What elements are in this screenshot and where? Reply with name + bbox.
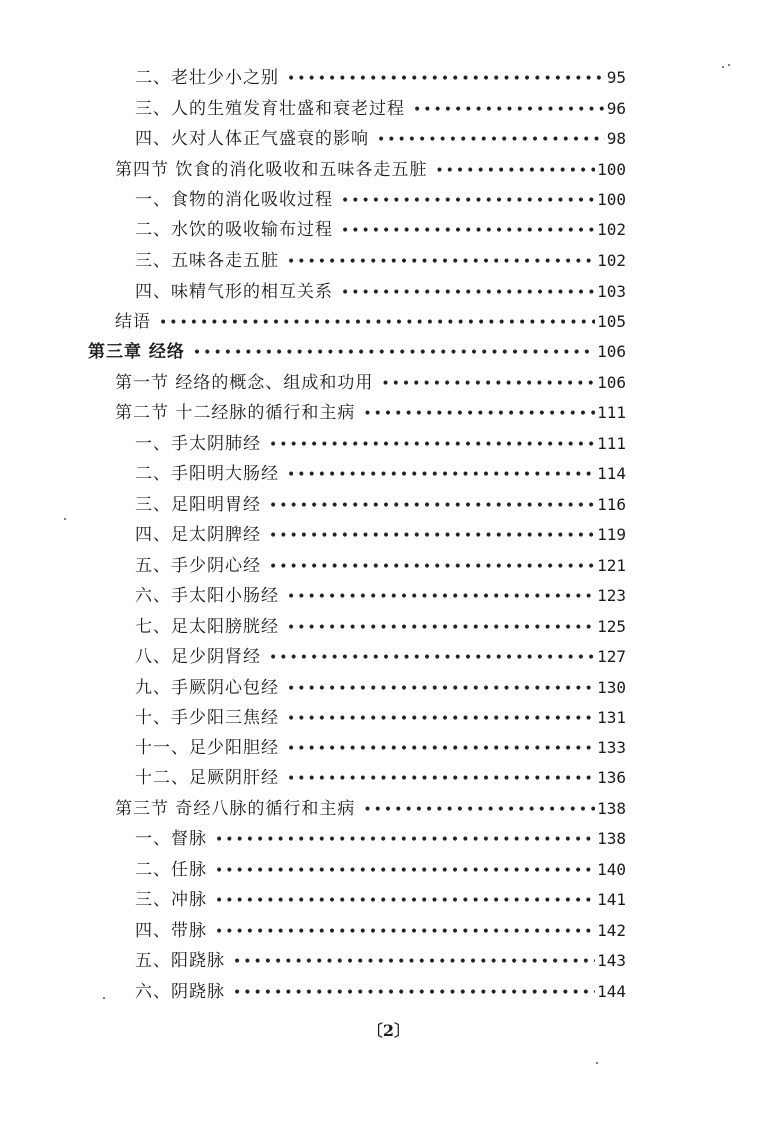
toc-entry-label: 一、食物的消化吸收过程 (135, 190, 333, 210)
toc-chapter-entry (88, 338, 626, 366)
toc-section-entry (115, 369, 626, 397)
leader-dots (269, 644, 595, 672)
toc-entry-page: 136 (597, 768, 626, 787)
toc-entry (135, 125, 626, 153)
leader-dots (269, 492, 595, 520)
leader-dots (377, 126, 605, 154)
toc-entry-label: 二、老壮少小之别 (135, 68, 279, 88)
scan-speck (722, 66, 724, 68)
leader-dots (287, 765, 595, 793)
leader-dots (269, 553, 595, 581)
toc-entry-label: 十、手少阳三焦经 (135, 708, 279, 728)
toc-entry (135, 278, 626, 306)
leader-dots (413, 96, 605, 124)
toc-entry (135, 460, 626, 488)
toc-entry-label: 八、足少阴肾经 (135, 647, 261, 667)
toc-entry-page: 95 (606, 68, 626, 87)
toc-entry-page: 143 (597, 951, 626, 970)
leader-dots (363, 400, 595, 428)
toc-entry-label: 四、带脉 (135, 921, 207, 941)
toc-entry-label: 结语 (115, 312, 151, 332)
leader-dots (287, 248, 595, 276)
leader-dots (215, 857, 595, 885)
toc-entry-page: 116 (597, 495, 626, 514)
leader-dots (435, 157, 595, 185)
toc-entry-page: 100 (597, 190, 626, 209)
leader-dots (159, 309, 595, 337)
toc-entry-label: 三、足阳明胃经 (135, 495, 261, 515)
toc-entry-label: 第四节 饮食的消化吸收和五味各走五脏 (115, 160, 428, 180)
toc-entry-label: 第三章 经络 (88, 342, 185, 362)
scan-speck (596, 1062, 598, 1064)
toc-entry (135, 552, 626, 580)
toc-entry-label: 二、任脉 (135, 860, 207, 880)
toc-entry-label: 五、阳跷脉 (135, 951, 225, 971)
leader-dots (287, 65, 605, 93)
toc-entry (135, 886, 626, 914)
toc-entry-label: 二、水饮的吸收输布过程 (135, 220, 333, 240)
toc-entry (135, 613, 626, 641)
toc-entry (135, 216, 626, 244)
toc-section-entry (115, 156, 626, 184)
leader-dots (215, 826, 595, 854)
leader-dots (287, 583, 595, 611)
leader-dots (287, 614, 595, 642)
toc-entry-label: 三、人的生殖发育壮盛和衰老过程 (135, 99, 405, 119)
toc-entry-label: 四、味精气形的相互关系 (135, 282, 333, 302)
leader-dots (193, 339, 595, 367)
toc-entry (135, 643, 626, 671)
toc-entry (135, 186, 626, 214)
toc-entry-page: 102 (597, 220, 626, 239)
toc-entry-page: 100 (597, 160, 626, 179)
toc-entry-page: 96 (606, 99, 626, 118)
leader-dots (363, 796, 595, 824)
leader-dots (287, 735, 595, 763)
toc-entry-page: 141 (597, 890, 626, 909)
toc-entry (135, 582, 626, 610)
toc-entry (135, 64, 626, 92)
toc-entry-label: 九、手厥阴心包经 (135, 678, 279, 698)
toc-entry (135, 704, 626, 732)
toc-entry (135, 734, 626, 762)
leader-dots (215, 887, 595, 915)
toc-entry (135, 825, 626, 853)
scan-speck (64, 518, 66, 520)
toc-entry-page: 127 (597, 647, 626, 666)
toc-entry-label: 三、冲脉 (135, 890, 207, 910)
toc-entry-label: 四、足太阴脾经 (135, 525, 261, 545)
toc-entry (135, 917, 626, 945)
toc-entry-label: 二、手阳明大肠经 (135, 464, 279, 484)
leader-dots (341, 279, 595, 307)
leader-dots (381, 370, 595, 398)
toc-entry-label: 四、火对人体正气盛衰的影响 (135, 129, 369, 149)
leader-dots (287, 675, 595, 703)
toc-entry-page: 125 (597, 617, 626, 636)
toc-entry-page: 102 (597, 251, 626, 270)
toc-entry-page: 144 (597, 982, 626, 1001)
toc-entry-page: 114 (597, 464, 626, 483)
toc-section-entry (115, 399, 626, 427)
leader-dots (287, 705, 595, 733)
toc-section-entry (115, 795, 626, 823)
toc-entry-page: 111 (597, 403, 626, 422)
toc-entry-page: 140 (597, 860, 626, 879)
toc-entry (135, 95, 626, 123)
toc-entry-page: 142 (597, 921, 626, 940)
toc-entry-page: 138 (597, 799, 626, 818)
toc-entry-page: 123 (597, 586, 626, 605)
toc-entry (135, 856, 626, 884)
toc-entry-label: 一、手太阴肺经 (135, 434, 261, 454)
toc-entry-page: 111 (597, 434, 626, 453)
toc-entry-label: 六、手太阳小肠经 (135, 586, 279, 606)
toc-entry-label: 十一、足少阳胆经 (135, 738, 279, 758)
toc-entry-page: 133 (597, 738, 626, 757)
leader-dots (215, 918, 595, 946)
toc-entry-page: 105 (597, 312, 626, 331)
toc-entry (135, 764, 626, 792)
toc-entry (135, 947, 626, 975)
toc-entry-page: 103 (597, 282, 626, 301)
toc-entry-page: 130 (597, 678, 626, 697)
scan-speck (728, 64, 730, 66)
leader-dots (341, 217, 595, 245)
leader-dots (287, 461, 595, 489)
toc-entry (135, 978, 626, 1006)
toc-entry-page: 106 (597, 373, 626, 392)
leader-dots (233, 979, 595, 1007)
toc-entry-label: 七、足太阳膀胱经 (135, 617, 279, 637)
toc-entry (135, 491, 626, 519)
toc-entry-label: 第一节 经络的概念、组成和功用 (115, 373, 374, 393)
toc-entry-page: 106 (597, 342, 626, 361)
toc-entry-page: 138 (597, 829, 626, 848)
page-number: 〔2〕 (366, 1021, 411, 1040)
leader-dots (233, 948, 595, 976)
leader-dots (269, 522, 595, 550)
toc-entry-label: 五、手少阴心经 (135, 556, 261, 576)
toc-entry-label: 三、五味各走五脏 (135, 251, 279, 271)
toc-entry (135, 430, 626, 458)
toc-entry-page: 121 (597, 556, 626, 575)
toc-entry (135, 674, 626, 702)
scan-speck (103, 997, 105, 999)
leader-dots (341, 187, 595, 215)
toc-entry-page: 119 (597, 525, 626, 544)
toc-entry-label: 第三节 奇经八脉的循行和主病 (115, 799, 356, 819)
toc-entry-label: 第二节 十二经脉的循行和主病 (115, 403, 356, 423)
toc-entry (135, 247, 626, 275)
leader-dots (269, 431, 595, 459)
toc-entry-label: 十二、足厥阴肝经 (135, 768, 279, 788)
toc-entry (135, 521, 626, 549)
toc-section-entry (115, 308, 626, 336)
toc-entry-label: 一、督脉 (135, 829, 207, 849)
toc-entry-page: 98 (606, 129, 626, 148)
toc-entry-label: 六、阴跷脉 (135, 982, 225, 1002)
toc-entry-page: 131 (597, 708, 626, 727)
